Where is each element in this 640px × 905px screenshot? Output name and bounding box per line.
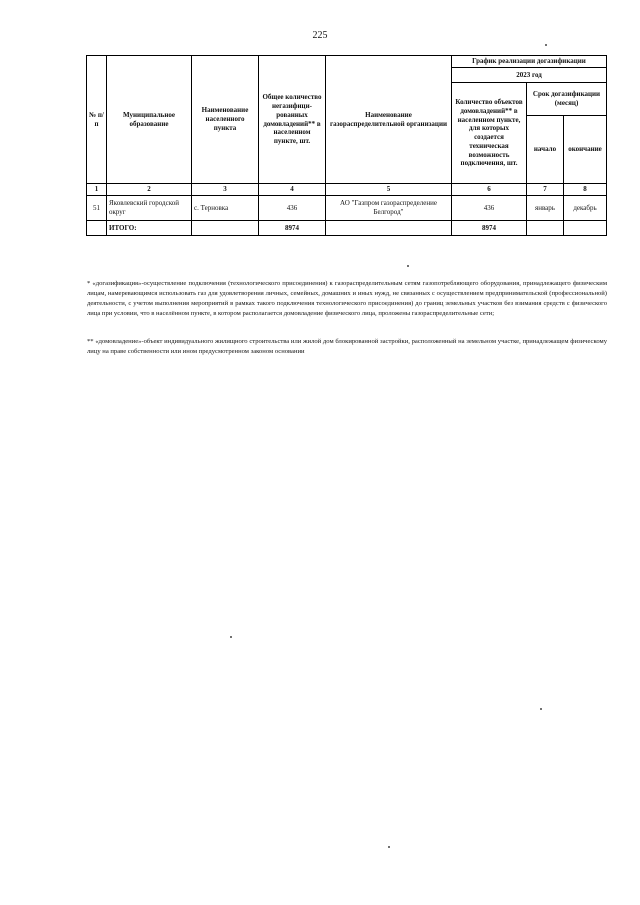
total-households-value: 8974 (259, 221, 326, 236)
col-number: 8 (564, 184, 607, 196)
scan-speck (540, 708, 542, 710)
col-number: 6 (452, 184, 527, 196)
row-org: АО "Газпром газораспределение Белгород" (326, 196, 452, 221)
gasification-table (86, 55, 607, 236)
total-label: ИТОГО: (107, 221, 192, 236)
row-settlement: с. Терновка (192, 196, 259, 221)
header-start: начало (527, 116, 564, 184)
row-municipality: Яковлевский городской округ (107, 196, 192, 221)
header-term: Срок догазификации (месяц) (527, 83, 607, 116)
col-number: 7 (527, 184, 564, 196)
header-year: 2023 год (452, 68, 607, 83)
footnote-gasification: * «догазификация»-осуществление подключения (технологического присоединения) к газораспределительным сетям газопотребляющего оборудования, принадлежащего физическим лицам, намеревающимся использовать газ для удовлетворения личных, семейных, домашних и иных нужд, не связанных с осуществлением предпринимательской (профессиональной) деятельности, с учетом выполнения мероприятий в рамках такого подключения технологического присоединения) до границ земельных участков без взимания средств с физического лица при условии, что в населённом пункте, в котором располагается домовладение физического лица, проложены газораспределительные сети; (87, 280, 607, 317)
header-total-households: Общее количество негазифици-рованных домовладений** в населенном пункте, шт. (259, 56, 326, 184)
scan-speck (545, 44, 547, 46)
col-number: 1 (87, 184, 107, 196)
scan-speck (230, 636, 232, 638)
footnote-household: ** «домовладение»-объект индивидуального жилищного строительства или жилой дом блокированной застройки, расположенный на земельном участке, принадлежащем физическому лицу на праве собственности или ином предусмотренном законом основании (87, 338, 607, 355)
col-number: 2 (107, 184, 192, 196)
row-total: 436 (259, 196, 326, 221)
header-schedule-group: График реализации догазификации (452, 56, 607, 68)
header-settlement: Наименование населенного пункта (192, 56, 259, 184)
scan-speck (388, 846, 390, 848)
header-end: окончание (564, 116, 607, 184)
row-end: декабрь (564, 196, 607, 221)
header-gas-org: Наименование газораспределительной организации (326, 56, 452, 184)
col-number: 5 (326, 184, 452, 196)
row-num: 51 (87, 196, 107, 221)
header-num: № п/п (87, 56, 107, 184)
row-count: 436 (452, 196, 527, 221)
total-row (87, 221, 607, 236)
col-number: 4 (259, 184, 326, 196)
page-number: 225 (312, 30, 328, 41)
scan-speck (407, 265, 409, 267)
col-number: 3 (192, 184, 259, 196)
row-start: январь (527, 196, 564, 221)
header-count: Количество объектов домовладений** в населенном пункте, для которых создается техническая возможность подключения, шт. (452, 83, 527, 184)
header-municipality: Муниципальное образование (107, 56, 192, 184)
total-count-value: 8974 (452, 221, 527, 236)
table-row (87, 196, 607, 221)
column-number-row (87, 184, 607, 196)
